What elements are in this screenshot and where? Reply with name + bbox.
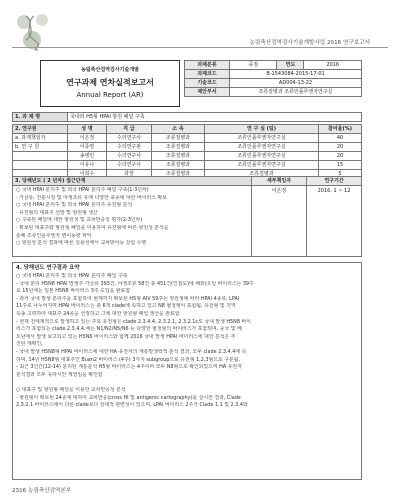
result-line: 분석결과 모두 유라시안 계열임을 확인함 xyxy=(16,371,103,378)
rate-cell: 20 xyxy=(319,143,362,152)
result-line: 하며, 14년 H5N8형 대표주인 Buan2 바이러스 (4주) 3가지 subgroup으로 유전형 1,2,3형으로 구분됨, xyxy=(16,356,240,363)
result-line: 트남에서 발생 보고되고 있는 H5N6 바이러스와 함께 2016 국내 발생 HPAI 바이러스에 대한 분석은 추 xyxy=(16,333,236,340)
result-line: - 최근 3년간(12-14) 분리된 계통분석 H5형 바이러스는 4주이며 모두 N8형으로 확인되었으며 HA 유전자 xyxy=(16,364,242,371)
col-header: 연구기간 xyxy=(307,177,362,186)
rate-cell: 20 xyxy=(319,152,362,161)
col-header: 성 명 xyxy=(68,125,107,134)
header-rule xyxy=(12,47,388,48)
lab-cell: 조류질병과 xyxy=(205,170,319,179)
approach-line: · 유전형의 대표주 선발 및 항원형 생산 xyxy=(16,209,98,216)
col-header: 소 속 xyxy=(152,125,205,134)
name-cell: 이종영 xyxy=(68,143,107,152)
info-value: 2016 xyxy=(304,61,362,70)
role-cell: b. 연 구 원 xyxy=(13,143,68,152)
approach-line: ○ 항원성 분석 결과에 따른 실용성에서 교차방어능 실험 수행 xyxy=(16,240,147,247)
detail-manager: 이은정 xyxy=(252,186,307,257)
col-header: 참여율(%) xyxy=(319,125,362,134)
table-row xyxy=(13,143,362,152)
info-label: 기술코드 xyxy=(185,79,230,88)
rank-cell: 수의연구관 xyxy=(107,143,152,152)
dept-cell: 조류질병과 xyxy=(152,170,205,179)
result-line: 특송 고려하여 대표주 24종을 선정하고 그에 대한 항원형 패널 생산을 완료함 xyxy=(16,310,180,317)
result-line: ○ 대표주 및 항원형 패널을 이용한 교차반응성 분석 xyxy=(16,386,126,393)
cover-title-ko: 연구과제 연차실적보고서 xyxy=(66,78,154,87)
info-label: 과제코드 xyxy=(185,70,230,79)
result-line: 러스가 포함되는 clade 2.3.4.4,에는 N1/N2/N5/N6 등 다양한 혈청형의 바이러스가 포함되며, 중국 및 베 xyxy=(16,326,242,333)
section1-label: 1. 과 제 명 xyxy=(13,113,68,122)
info-table xyxy=(184,60,362,97)
researchers-table xyxy=(12,124,362,179)
name-cell: 이희수 xyxy=(68,170,107,179)
role-cell xyxy=(13,161,68,170)
dna-logo-icon xyxy=(14,10,54,52)
approach-line: 통해 조류인플루엔자 변이동향 파악 xyxy=(16,232,92,239)
running-header: 농림축산검역검사기술개발사업 2016 연구보고서 xyxy=(249,40,370,46)
lab-cell: 조류인플루엔자연구실 xyxy=(205,143,319,152)
section3-title: 3. 당해년도 ( 2 년차) 접근단계 xyxy=(13,177,252,186)
rank-cell: 수의연구사 xyxy=(107,152,152,161)
rate-cell: 40 xyxy=(319,134,362,143)
cover-box xyxy=(40,60,180,107)
approach-body xyxy=(13,186,252,257)
info-value: B-1543084-2015-17-01 xyxy=(230,70,362,79)
approach-line: ○ 구축된 패널에 대한 항원성 및 교차반응성 평가(2-3년차) xyxy=(16,217,143,224)
result-line: 11주로 나누어지며 HPAI 바이러스는 총 6개 clade에 속하고 있고 N8 혈청형이 포함됨, 유전형 및 지역 xyxy=(16,303,236,310)
project-name: 국내외 H5형 HPAI 항원 패널 구축 xyxy=(68,113,362,122)
name-cell: 이유나 xyxy=(68,161,107,170)
result-line: - 과거 국내 발생 분리주를 포함하여 현재까지 확보된 H5형 AIV 59주는 영원생에 따라 HPAI 4종류, LPAI xyxy=(16,295,240,302)
info-value: 조류질병과 조류인플루엔자연구실 xyxy=(230,88,362,97)
approach-line: ○ 국내 HPAI 분리주 및 외국 HPAI 분리주 패널 구축(1-3년차) xyxy=(16,187,149,193)
section4-title: 4. 당해년도 연구결과 요약 xyxy=(16,265,80,271)
result-line: ○ 국내 HPAI 분리주 및 외국 HPAI 분리주 패널 구축 xyxy=(16,273,128,279)
info-label: 연도 xyxy=(277,61,304,70)
result-line: 로 15년에는 일본 H5N8 바이러스 3주 도입을 완료함 xyxy=(16,288,131,295)
role-cell xyxy=(13,152,68,161)
page-footer: 2316 농림축산검역본부 xyxy=(12,488,72,494)
name-cell: 송병민 xyxy=(68,152,107,161)
rank-cell: 수의연구사 xyxy=(107,161,152,170)
info-value: AD004-13-22 xyxy=(230,79,362,88)
result-line: 진된 재확인, xyxy=(16,341,43,348)
lab-cell: 조류인플루엔자연구실 xyxy=(205,134,319,143)
section2-label: 2. 연구원 xyxy=(13,125,68,134)
lab-cell: 조류인플루엔자연구실 xyxy=(205,161,319,170)
col-header: 세부책임자 xyxy=(252,177,307,186)
dept-cell: 조류질병과 xyxy=(152,152,205,161)
rate-cell: 15 xyxy=(319,161,362,170)
info-label: 제안부서 xyxy=(185,88,230,97)
rank-cell: 수의연구사 xyxy=(107,134,152,143)
lab-cell: 조류인플루엔자연구실 xyxy=(205,152,319,161)
approach-line: · 확보된 대표주와 항원형 패널을 이용하여 유전형에 따른 항원성 분석을 xyxy=(16,224,169,231)
result-line: - 국내 분리 H5N8 HPAI 발생주 가금류 393건, 야생조류 58건 총 451건(인접도)에 해외(오일 바이러스는 39주 xyxy=(16,280,254,287)
table-row xyxy=(13,134,362,143)
cover-org: 농림축산검역검사기술개발 xyxy=(81,67,139,73)
dept-cell: 조류질병과 xyxy=(152,134,205,143)
approach-line: · 가금류, 전통시장 및 야생조류 유래 다양한 축종에 대한 바이러스 확보 xyxy=(16,194,167,201)
role-cell: a. 과제책임자 xyxy=(13,134,68,143)
table-row xyxy=(13,161,362,170)
result-line xyxy=(16,379,358,387)
result-line: - 항원형이 확보된 24종에 대하여 교차반응(cross HI 및 antigenic cartography)를 실시한 결과, Clade xyxy=(16,394,241,401)
result-line: - 현재 전세계적으로 발생하고 있는 주요 유전형은 clade 2.3.4.4, 2.3.2.1, 2.3.2.1c로 국내 발생 H5N8 바이 xyxy=(16,318,251,325)
rate-cell: 5 xyxy=(319,170,362,179)
info-value: 종점 xyxy=(230,61,277,70)
col-header: 연 구 실 (팀) xyxy=(205,125,319,134)
info-label: 과제분류 xyxy=(185,61,230,70)
research-period: 2016. 1 ~ 12 xyxy=(307,186,362,257)
col-header: 직 급 xyxy=(107,125,152,134)
dept-cell: 조류질병과 xyxy=(152,161,205,170)
name-cell: 이은정 xyxy=(68,134,107,143)
result-line: 2.3.2.1 바이러스에서 다른 clade보다 상대적 관련성이 있으며, LPAI 바이러스 2주가 Clade 1.1 및 2.3.4와 xyxy=(16,402,248,409)
result-line: - 국내 발생 H5N8형 HPAI 바이러스에 대한 HA 유전자의 계통발생학적 분석 결과, 모두 clade 2.3.4.4에 속 xyxy=(16,348,247,355)
dept-cell: 조류질병과 xyxy=(152,143,205,152)
cover-title-en: Annual Report (AR) xyxy=(76,91,144,99)
approach-table xyxy=(12,176,362,257)
project-name-table xyxy=(12,112,362,122)
table-row xyxy=(13,152,362,161)
approach-line: ○ 국내 HPAI 분리주 및 외국 HPAI 분리주 유전형 분석 xyxy=(16,202,133,209)
rank-cell: 과장 xyxy=(107,170,152,179)
results-box xyxy=(12,262,362,480)
